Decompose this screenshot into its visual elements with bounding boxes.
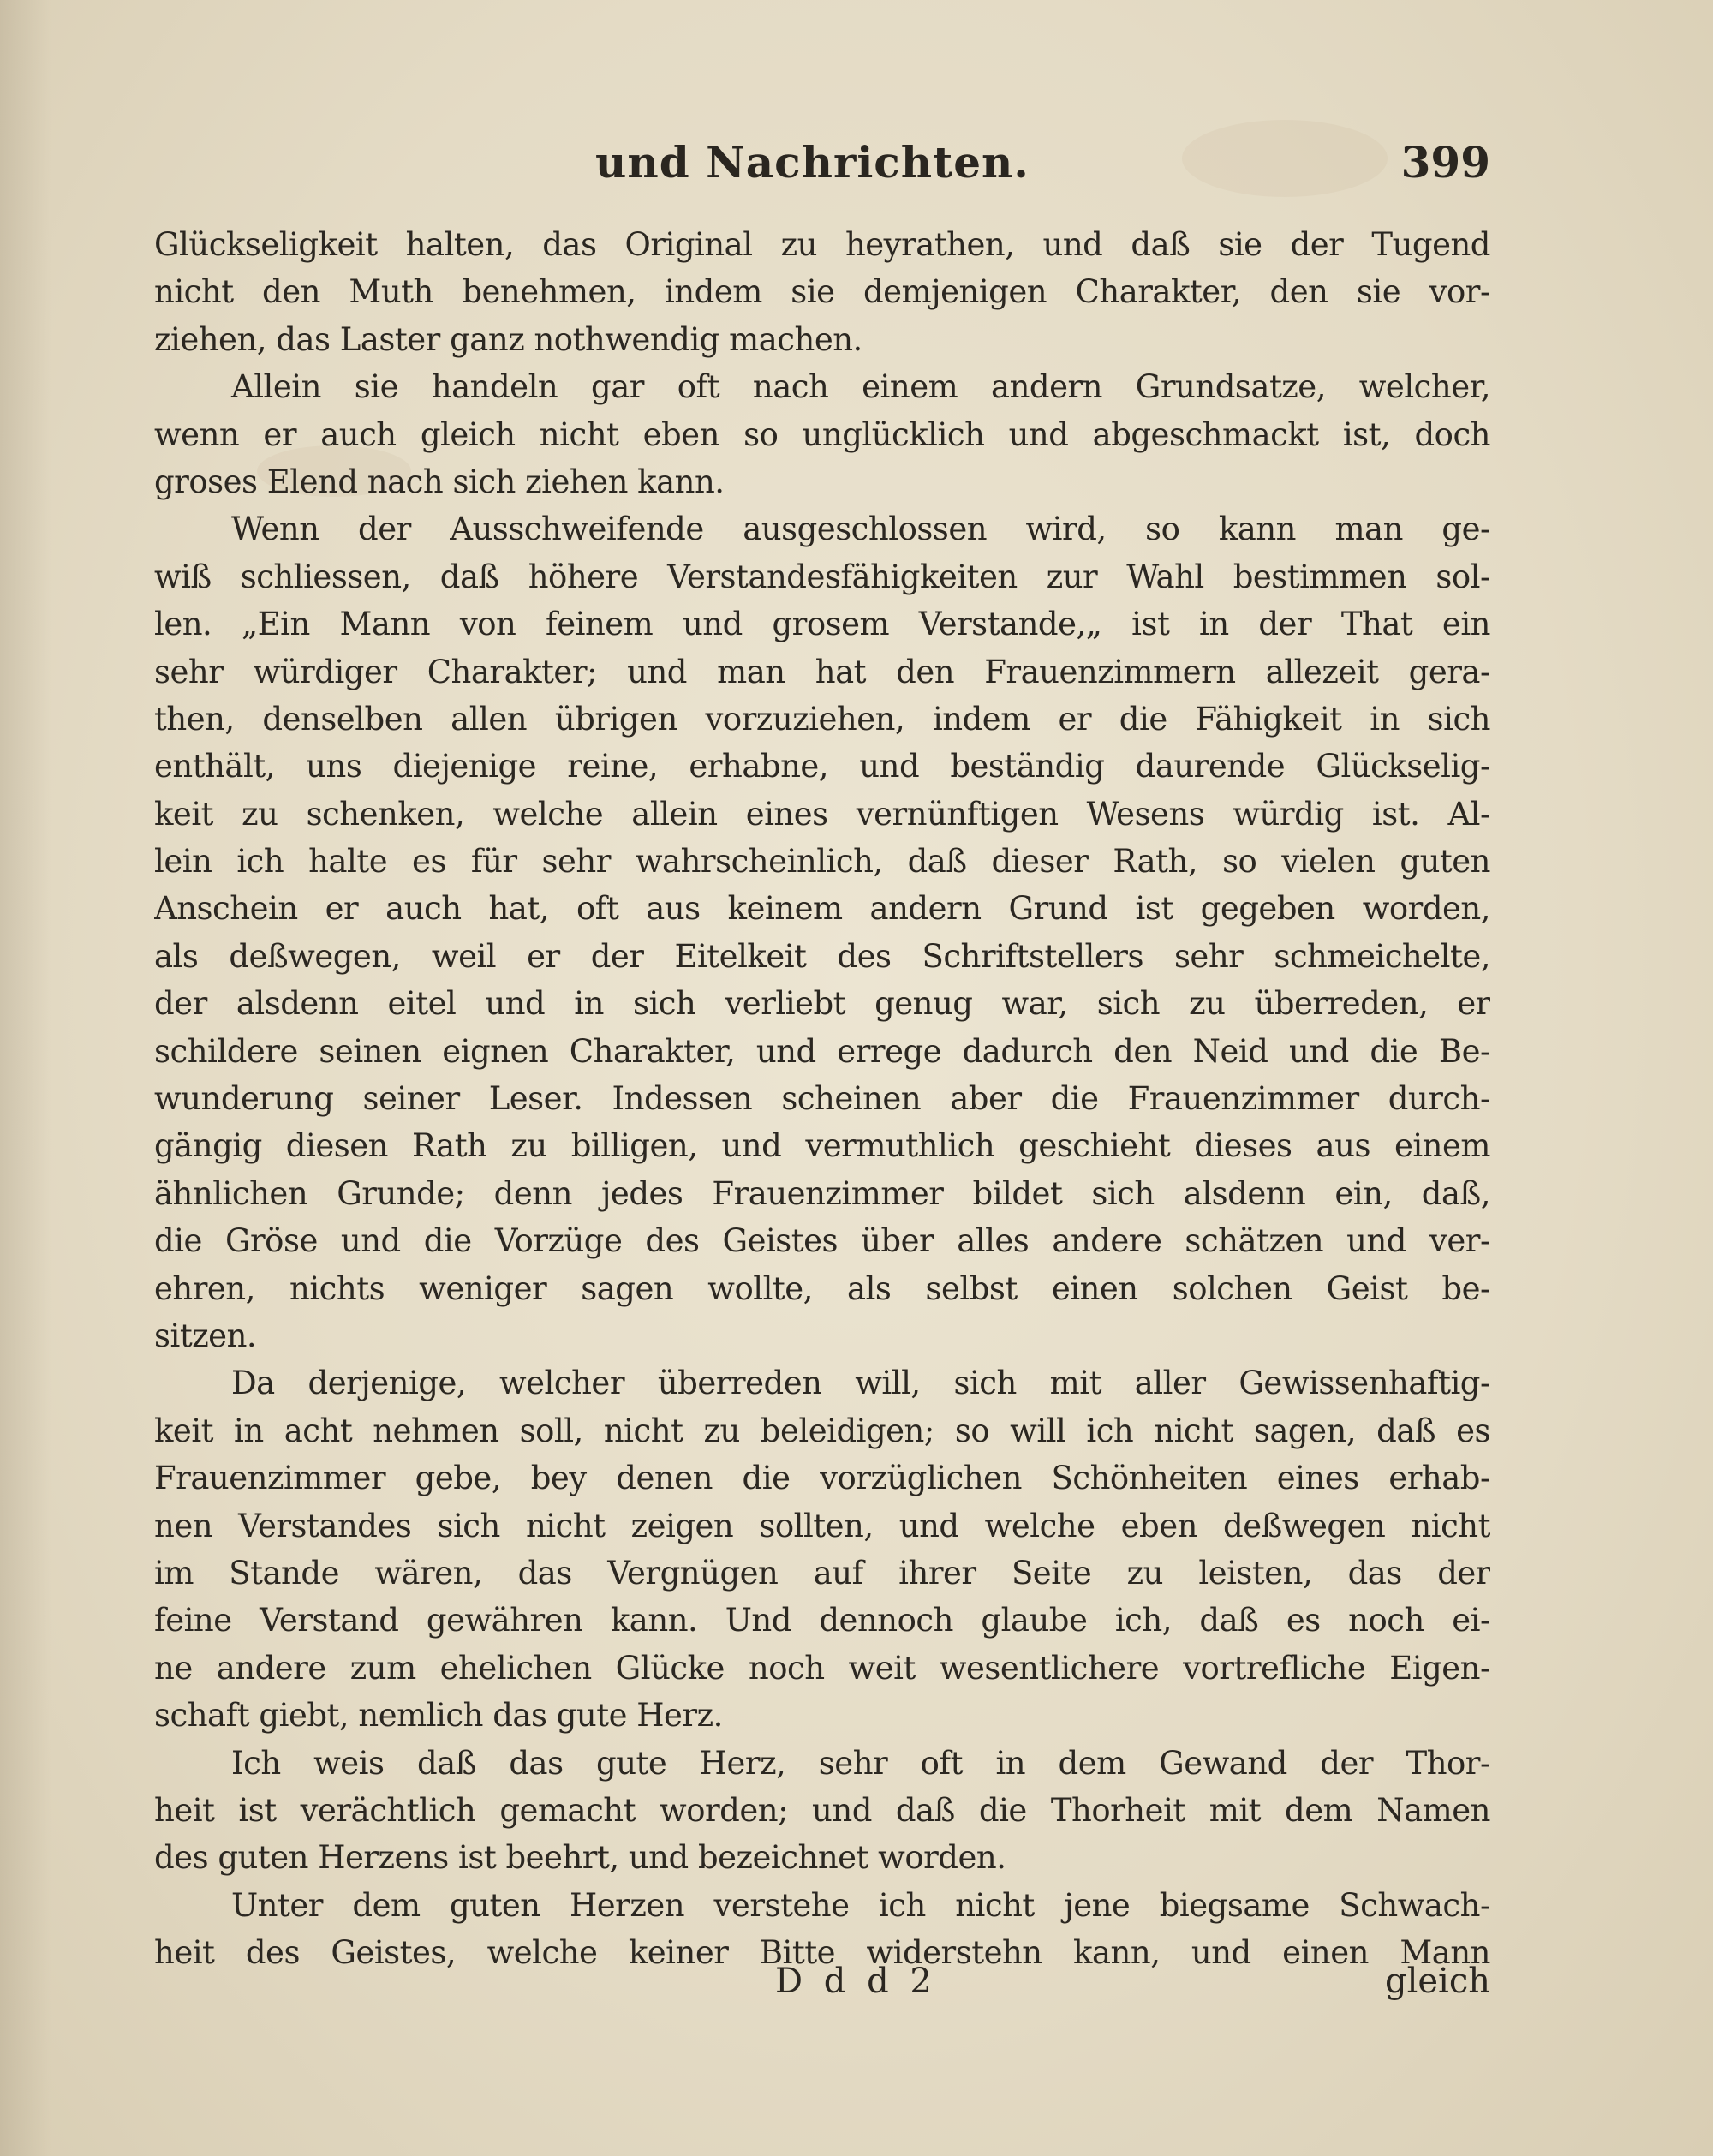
text-line: ziehen, das Laster ganz nothwendig machen. [154,320,862,358]
page-header [154,128,1490,197]
signature-mark: D d d 2 [775,1962,937,2001]
text-line: nen Verstandes sich nicht zeigen sollten, und welche eben deßwegen nicht [154,1507,1490,1544]
text-line: Frauenzimmer gebe, bey denen die vorzüglichen Schönheiten eines erhab- [154,1460,1490,1497]
text-line: feine Verstand gewähren kann. Und dennoch glaube ich, daß es noch ei- [154,1602,1490,1639]
text-line: heit des Geistes, welche keiner Bitte widerstehn kann, und einen Mann [154,1934,1490,1972]
text-line: enthält, uns diejenige reine, erhabne, und beständig daurende Glückselig- [154,748,1490,785]
text-line: wunderung seiner Leser. Indessen scheinen aber die Frauenzimmer durch- [154,1080,1490,1118]
text-line: wiß schliessen, daß höhere Verstandesfähigkeiten zur Wahl bestimmen sol- [154,558,1490,595]
text-line: Ich weis daß das gute Herz, sehr oft in dem Gewand der Thor- [231,1744,1490,1782]
text-line: heit ist verächtlich gemacht worden; und daß die Thorheit mit dem Namen [154,1791,1490,1829]
text-line: ehren, nichts weniger sagen wollte, als selbst einen solchen Geist be- [154,1269,1490,1307]
text-line: Glückseligkeit halten, das Original zu heyrathen, und daß sie der Tugend [154,226,1490,263]
text-line: Allein sie handeln gar oft nach einem andern Grundsatze, welcher, [231,368,1490,406]
text-line: als deßwegen, weil er der Eitelkeit des Schriftstellers sehr schmeichelte, [154,937,1490,975]
text-line: lein ich halte es für sehr wahrscheinlich, daß dieser Rath, so vielen guten [154,843,1490,881]
page-edge-shadow [0,0,51,2156]
page-number: 399 [1400,137,1490,188]
text-line: keit zu schenken, welche allein eines vernünftigen Wesens würdig ist. Al- [154,795,1490,833]
text-line: nicht den Muth benehmen, indem sie demjenigen Charakter, den sie vor- [154,273,1490,311]
text-line: keit in acht nehmen soll, nicht zu beleidigen; so will ich nicht sagen, daß es [154,1412,1490,1449]
text-line: Wenn der Ausschweifende ausgeschlossen wird, so kann man ge- [231,511,1490,548]
body-text [154,221,1490,1976]
text-line: Da derjenige, welcher überreden will, sich mit aller Gewissenhaftig- [231,1365,1490,1402]
text-line: der alsdenn eitel und in sich verliebt genug war, sich zu überreden, er [154,985,1490,1023]
text-line: then, denselben allen übrigen vorzuziehen, indem er die Fähigkeit in sich [154,700,1490,738]
text-line: sehr würdiger Charakter; und man hat den Frauenzimmern allezeit gera- [154,653,1490,690]
text-line: wenn er auch gleich nicht eben so unglücklich und abgeschmackt ist, doch [154,415,1490,453]
catchword: gleich [1384,1962,1490,2001]
text-line: des guten Herzens ist beehrt, und bezeichnet worden. [154,1839,1006,1877]
text-line: len. „Ein Mann von feinem und grosem Verstande,„ ist in der That ein [154,606,1490,643]
text-line: schildere seinen eignen Charakter, und errege dadurch den Neid und die Be- [154,1032,1490,1070]
text-line: ne andere zum ehelichen Glücke noch weit wesentlichere vortrefliche Eigen- [154,1649,1490,1687]
text-line: Anschein er auch hat, oft aus keinem andern Grund ist gegeben worden, [154,890,1490,928]
text-line: sitzen. [154,1317,257,1354]
text-line: Unter dem guten Herzen verstehe ich nicht jene biegsame Schwach- [231,1886,1490,1924]
text-line: im Stande wären, das Vergnügen auf ihrer Seite zu leisten, das der [154,1554,1490,1592]
text-line: die Gröse und die Vorzüge des Geistes über alles andere schätzen und ver- [154,1222,1490,1260]
text-line: ähnlichen Grunde; denn jedes Frauenzimmer bildet sich alsdenn ein, daß, [154,1174,1490,1212]
running-head: und Nachrichten. [595,137,1030,188]
text-line: gängig diesen Rath zu billigen, und vermuthlich geschieht dieses aus einem [154,1127,1490,1165]
text-line: groses Elend nach sich ziehen kann. [154,463,725,500]
page-footer [154,1962,1490,2022]
text-line: schaft giebt, nemlich das gute Herz. [154,1697,723,1735]
